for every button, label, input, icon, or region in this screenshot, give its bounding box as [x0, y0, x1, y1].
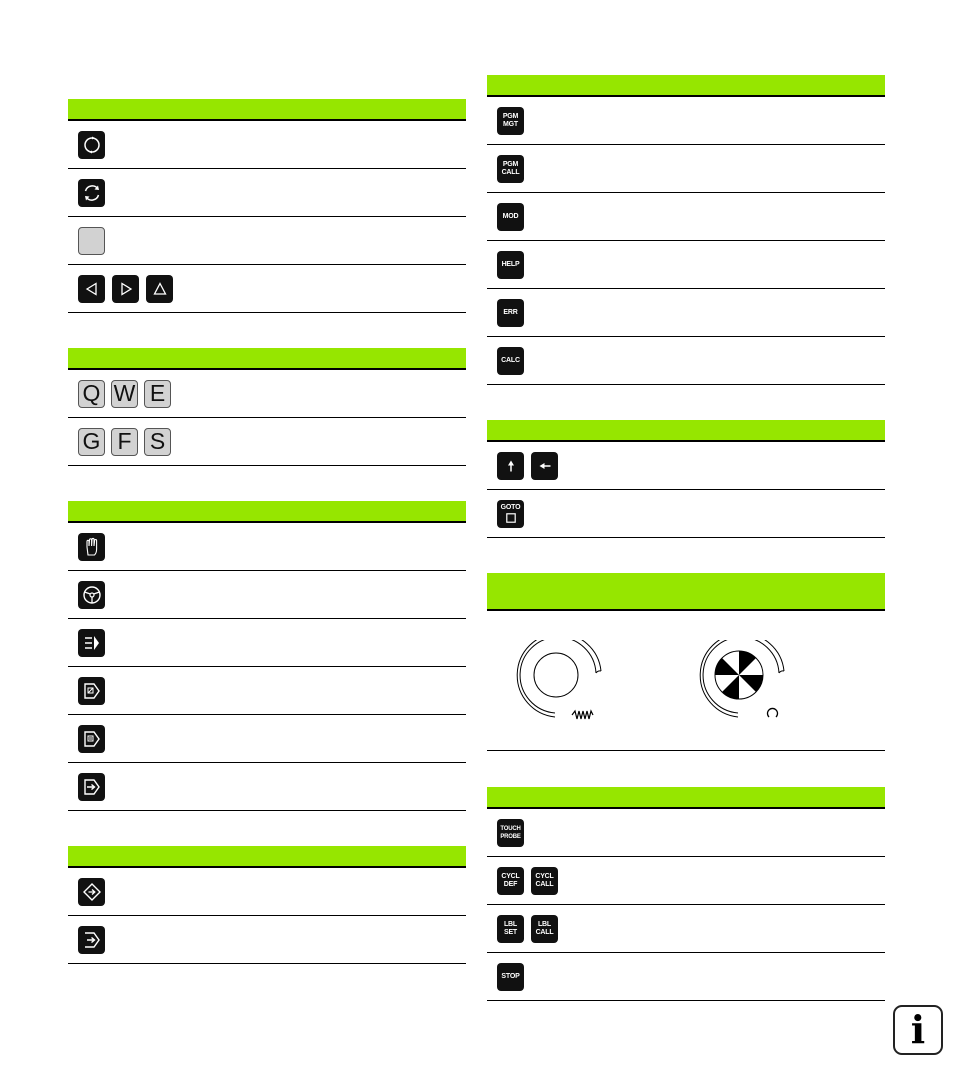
table-header [487, 420, 885, 442]
table-row [68, 715, 466, 763]
table-row [68, 571, 466, 619]
handwheel-key[interactable] [78, 581, 105, 609]
machine-axes-table [68, 348, 466, 466]
test-run-key[interactable] [78, 926, 105, 954]
table-row [68, 217, 466, 265]
positioning-mdi-key[interactable] [78, 629, 105, 657]
program-run-full-sequence-key[interactable] [78, 725, 105, 753]
arrow-bracket-icon [82, 930, 102, 950]
arrow-left-icon [537, 458, 553, 474]
table-row [487, 857, 885, 905]
table-header [68, 348, 466, 370]
table-header [68, 846, 466, 868]
table-row [68, 763, 466, 811]
table-header [68, 99, 466, 121]
program-run-key[interactable] [78, 773, 105, 801]
table-row [68, 418, 466, 466]
cycles-table [487, 787, 885, 1001]
table-header [487, 75, 885, 97]
key-e[interactable]: E [144, 380, 171, 408]
table-row [68, 916, 466, 964]
info-icon: i [910, 1007, 926, 1052]
table-row [487, 145, 885, 193]
spindle-speed-override-knob-icon[interactable] [692, 640, 792, 722]
arrow-into-bracket-icon [82, 777, 102, 797]
table-header [487, 787, 885, 809]
arrow-up-icon [503, 458, 519, 474]
stop-key[interactable] [497, 963, 524, 991]
cycle-arrows-icon [82, 135, 102, 155]
key-label: STOP [501, 972, 520, 980]
key-label: CYCL DEF [501, 872, 520, 888]
triangle-up-icon [151, 280, 169, 298]
refresh-arrows-icon [82, 183, 102, 203]
table-row [487, 337, 885, 385]
key-label: MOD [502, 212, 519, 220]
table-row [68, 370, 466, 418]
list-arrow-icon [82, 633, 102, 653]
pgm-mgt-key[interactable] [497, 107, 524, 135]
table-row [487, 611, 885, 751]
touch-probe-key[interactable] [497, 819, 524, 847]
table-row [487, 953, 885, 1001]
manual-operation-key[interactable] [78, 533, 105, 561]
table-row [68, 121, 466, 169]
table-row [487, 905, 885, 953]
key-label: CYCL CALL [535, 872, 554, 888]
machine-modes-table [68, 501, 466, 811]
table-row [487, 442, 885, 490]
arrow-up-key[interactable] [497, 452, 524, 480]
cycl-call-key[interactable] [531, 867, 558, 895]
table-row [487, 193, 885, 241]
steering-wheel-icon [82, 585, 102, 605]
feed-rate-override-knob-icon[interactable] [515, 640, 615, 722]
table-row [68, 667, 466, 715]
info-badge [893, 1005, 943, 1055]
calc-key[interactable] [497, 347, 524, 375]
table-row [68, 868, 466, 916]
hand-icon [83, 537, 101, 557]
key-label: HELP [501, 260, 520, 268]
table-row [487, 97, 885, 145]
table-header [487, 573, 885, 611]
err-key[interactable] [497, 299, 524, 327]
help-key[interactable] [497, 251, 524, 279]
programming-modes-table [68, 846, 466, 964]
table-row [68, 523, 466, 571]
key-label: LBL CALL [535, 920, 554, 936]
table-row [68, 169, 466, 217]
table-header [68, 501, 466, 523]
key-f[interactable]: F [111, 428, 138, 456]
mod-key[interactable] [497, 203, 524, 231]
key-q[interactable]: Q [78, 380, 105, 408]
goto-key[interactable] [497, 500, 524, 528]
table-row [487, 490, 885, 538]
split-screen-key[interactable] [78, 131, 105, 159]
key-label: TOUCH PROBE [500, 825, 521, 840]
table-row [487, 809, 885, 857]
table-row [487, 289, 885, 337]
table-row [487, 241, 885, 289]
cycl-def-key[interactable] [497, 867, 524, 895]
table-row [68, 619, 466, 667]
triangle-left-icon [83, 280, 101, 298]
key-label: ERR [503, 308, 518, 316]
triangle-right-icon [117, 280, 135, 298]
softkey-up-key[interactable] [146, 275, 173, 303]
navigation-keys-table [487, 420, 885, 538]
key-label: GOTO [500, 504, 521, 511]
key-label: PGM MGT [502, 112, 519, 128]
pgm-call-key[interactable] [497, 155, 524, 183]
key-label: LBL SET [503, 920, 517, 936]
key-w[interactable]: W [111, 380, 138, 408]
key-g[interactable]: G [78, 428, 105, 456]
program-management-table [487, 75, 885, 385]
lbl-set-key[interactable] [497, 915, 524, 943]
full-sequence-icon [82, 729, 102, 749]
diamond-arrow-icon [82, 882, 102, 902]
screen-keys-table [68, 99, 466, 313]
square-icon [506, 513, 516, 523]
key-s[interactable]: S [144, 428, 171, 456]
lbl-call-key[interactable] [531, 915, 558, 943]
programming-editing-key[interactable] [78, 878, 105, 906]
arrow-left-key[interactable] [531, 452, 558, 480]
single-block-icon [82, 681, 102, 701]
switch-mode-key[interactable] [78, 179, 105, 207]
key-label: PGM CALL [501, 160, 520, 176]
softkey-left-key[interactable] [78, 275, 105, 303]
potentiometer-table [487, 573, 885, 751]
softkey-right-key[interactable] [112, 275, 139, 303]
soft-key[interactable] [78, 227, 105, 255]
table-row [68, 265, 466, 313]
program-run-single-block-key[interactable] [78, 677, 105, 705]
key-label: CALC [501, 356, 520, 364]
